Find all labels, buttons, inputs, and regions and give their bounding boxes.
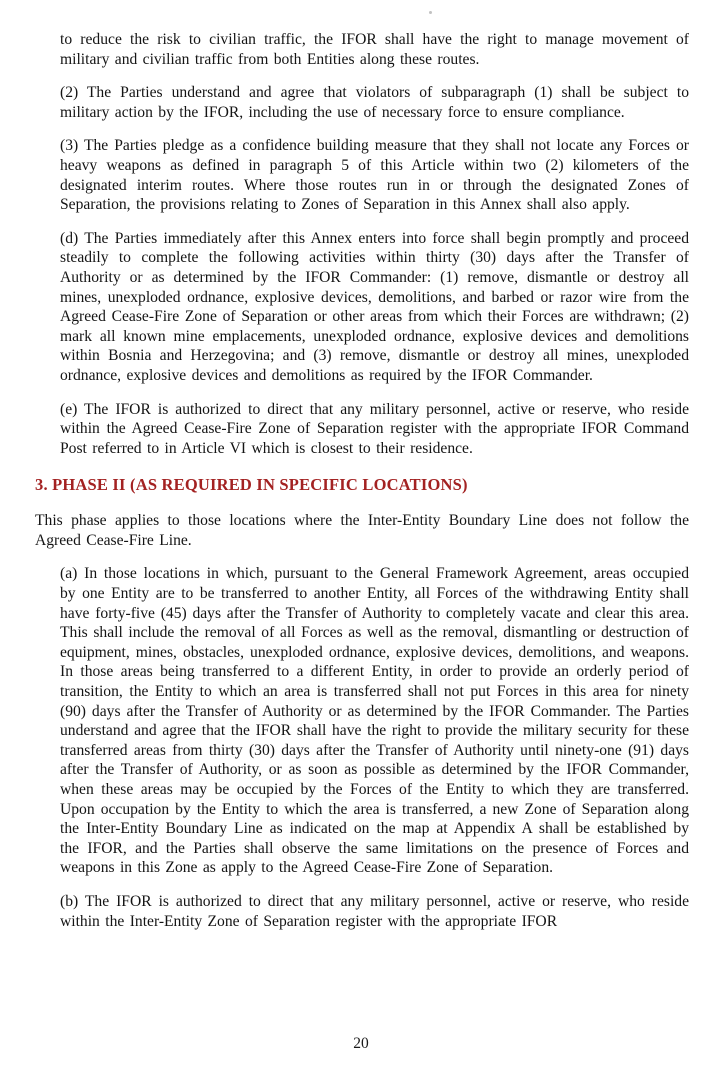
document-paragraph: (3) The Parties pledge as a confidence building measure that they shall not locate any Forces or heavy weapons as defined in paragraph 5 of this Article within two (2) kilometers of the designated interim routes. Where those routes run in or through the designated Zones of Separation, the provisions relating to Zones of Separation in this Annex shall also apply. (60, 137, 689, 214)
document-paragraph: (d) The Parties immediately after this Annex enters into force shall begin promptly and proceed steadily to complete the following activities within thirty (30) days after the Transfer of Authority or as determined by the IFOR Commander: (1) remove, dismantle or destroy all mines, unexploded ordnance, explosive devices, demolitions, and barbed or razor wire from the Agreed Cease-Fire Zone of Separation or other areas from which their Forces are withdrawn; (2) mark all known mine emplacements, unexploded ordnance, explosive devices and demolitions within Bosnia and Herzegovina; and (3) remove, dismantle or destroy all mines, unexploded ordnance, explosive devices and demolitions as required by the IFOR Commander. (60, 229, 689, 384)
section-heading: 3. PHASE II (AS REQUIRED IN SPECIFIC LOCATIONS) (35, 475, 468, 495)
document-paragraph: (a) In those locations in which, pursuant to the General Framework Agreement, areas occupied by one Entity are to be transferred to another Entity, all Forces of the withdrawing Entity shall have forty-five (45) days after the Transfer of Authority to completely vacate and clear this area. This shall include the removal of all Forces as well as the removal, dismantling or destruction of equipment, mines, obstacles, unexploded ordnance, explosive devices, demolitions, and weapons. In those areas being transferred to a different Entity, in order to provide an orderly period of transition, the Entity to which an area is transferred shall not put Forces in this area for ninety (90) days after the Transfer of Authority or as determined by the IFOR Commander. The Parties understand and agree that the IFOR shall have the right to provide the military security for these transferred areas from thirty (30) days after the Transfer of Authority until ninety-one (91) days after the Transfer of Authority, or as soon as possible as determined by the IFOR Commander, when these areas may be occupied by the Forces of the Entity to which they are transferred. Upon occupation by the Entity to which the area is transferred, a new Zone of Separation along the Inter-Entity Boundary Line as indicated on the map at Appendix A shall be established by the IFOR, and the Parties shall observe the same limitations on the presence of Forces and weapons in this Zone as apply to the Agreed Cease-Fire Zone of Separation. (60, 565, 689, 877)
page-number: 20 (353, 1035, 369, 1052)
document-paragraph: (b) The IFOR is authorized to direct that any military personnel, active or reserve, who reside within the Inter-Entity Zone of Separation register with the appropriate IFOR (60, 892, 689, 930)
document-body (35, 30, 689, 931)
document-paragraph: to reduce the risk to civilian traffic, the IFOR shall have the right to manage movement of military and civilian traffic from both Entities along these routes. (60, 31, 689, 68)
scan-artifact-dot (429, 11, 432, 14)
document-paragraph: (e) The IFOR is authorized to direct that any military personnel, active or reserve, who reside within the Agreed Cease-Fire Zone of Separation register with the appropriate IFOR Command Post referred to in Article VI which is closest to their residence. (60, 400, 689, 457)
document-paragraph: This phase applies to those locations where the Inter-Entity Boundary Line does not follow the Agreed Cease-Fire Line. (35, 512, 689, 549)
document-paragraph: (2) The Parties understand and agree that violators of subparagraph (1) shall be subject to military action by the IFOR, including the use of necessary force to ensure compliance. (60, 84, 689, 121)
